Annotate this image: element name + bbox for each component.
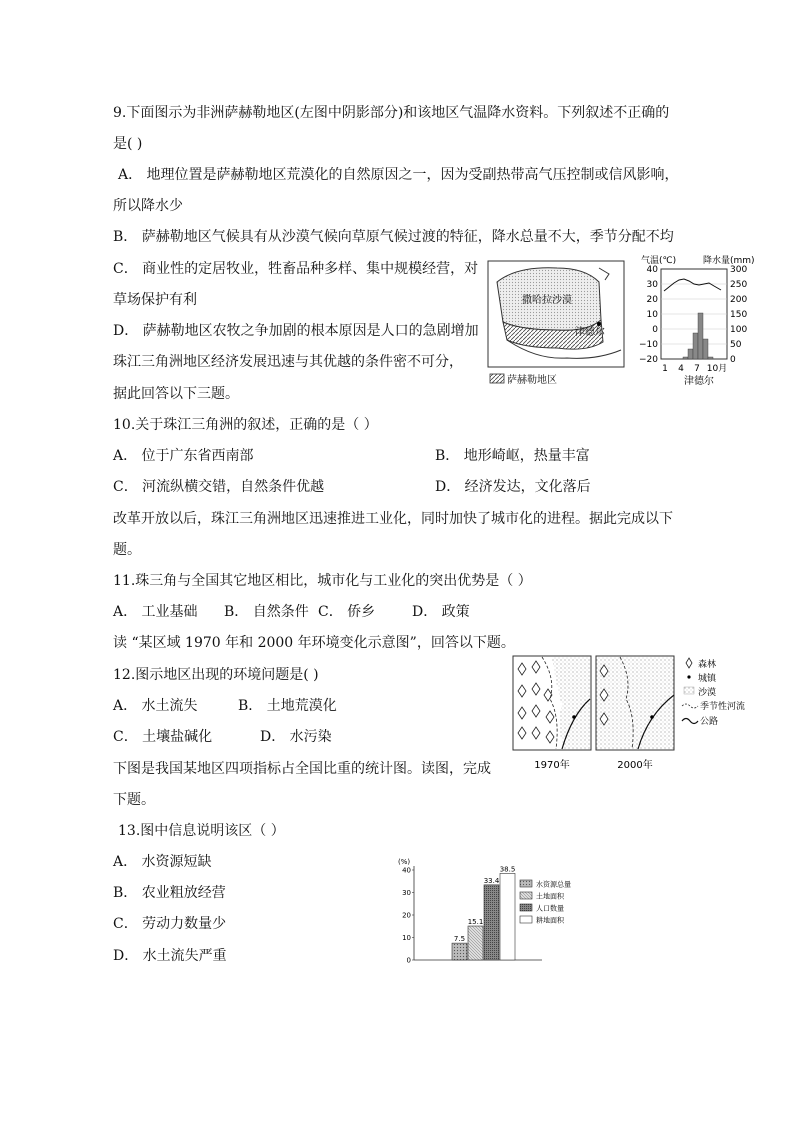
temp-tick-20: 20 <box>646 295 658 305</box>
q11-stem: 11.珠三角与全国其它地区相比，城市化与工业化的突出优势是（ ） <box>113 573 532 589</box>
y-tick-label: 40 <box>402 866 411 875</box>
intro-q13-line1: 下图是我国某地区四项指标占全国比重的统计图。读图，完成 <box>113 761 491 777</box>
y-tick-label: 20 <box>402 911 411 920</box>
y-tick-label: 30 <box>402 889 411 897</box>
y-axis-label: (%) <box>398 858 411 866</box>
precip-tick-0: 0 <box>730 355 736 365</box>
map-1970 <box>513 656 591 750</box>
precip-tick-250: 250 <box>730 280 748 290</box>
legend-swatch <box>520 892 532 899</box>
month-tick-1: 1 <box>662 364 668 374</box>
q11-option-b: B． 自然条件 <box>224 604 309 620</box>
temp-tick-30: 30 <box>646 280 658 290</box>
desert-icon <box>684 687 694 694</box>
intro-q10-line2: 据此回答以下三题。 <box>113 386 239 402</box>
legend-seasonal-river: 季节性河流 <box>700 702 746 712</box>
q11-option-c: C． 侨乡 <box>318 604 376 620</box>
q9-option-a-line1: A． 地理位置是萨赫勒地区荒漠化的自然原因之一，因为受副热带高气压控制或信风影响， <box>118 167 679 183</box>
legend-label: 人口数量 <box>536 904 564 913</box>
q9-option-a-line2: 所以降水少 <box>113 198 183 214</box>
q13-option-b: B． 农业粗放经营 <box>113 885 226 901</box>
temp-tick-10: 10 <box>646 310 658 320</box>
bar <box>452 943 467 960</box>
precip-tick-300: 300 <box>730 265 748 275</box>
q10-option-b: B． 地形崎岖，热量丰富 <box>435 448 590 464</box>
q11-option-a: A． 工业基础 <box>113 604 198 620</box>
y-tick-label: 0 <box>406 956 411 965</box>
y-tick-label: 10 <box>402 934 411 942</box>
q12-option-d: D． 水污染 <box>260 729 332 745</box>
town-icon <box>687 675 690 678</box>
q10-option-c: C． 河流纵横交错，自然条件优越 <box>113 479 325 495</box>
bar-value-label: 15.1 <box>467 918 484 927</box>
legend-road: 公路 <box>700 717 719 727</box>
bar <box>500 873 515 960</box>
q13-stem: 13.图中信息说明该区（ ） <box>118 823 285 839</box>
precip-axis-title: 降水量(mm) <box>703 256 755 266</box>
proportion-bar-chart <box>396 856 586 966</box>
intro-q10-line1: 珠江三角洲地区经济发展迅速与其优越的条件密不可分， <box>113 354 463 370</box>
year-1970-label: 1970年 <box>534 760 570 771</box>
temp-tick-40: 40 <box>646 265 658 275</box>
q12-option-a: A． 水土流失 <box>113 698 198 714</box>
q9-option-c-line2: 草场保护有利 <box>113 292 197 308</box>
climate-chart <box>637 253 771 388</box>
month-tick-4: 4 <box>678 364 684 374</box>
seasonal-river-icon <box>682 704 698 708</box>
legend-forest: 森林 <box>698 660 717 670</box>
q9-option-c-line1: C． 商业性的定居牧业，牲畜品种多样、集中规模经营，对 <box>113 261 479 277</box>
precip-tick-200: 200 <box>730 295 748 305</box>
year-2000-label: 2000年 <box>617 760 653 771</box>
environment-map-legend <box>682 658 745 727</box>
bar-value-label: 38.5 <box>499 865 516 874</box>
q9-stem-line2: 是( ) <box>113 136 143 152</box>
legend-label: 土地面积 <box>536 892 564 901</box>
legend-label: 耕地面积 <box>536 916 564 925</box>
legend-desert: 沙漠 <box>698 688 717 698</box>
temp-tick-0: 0 <box>652 325 658 335</box>
intro-q12: 读 “某区域 1970 年和 2000 年环境变化示意图”，回答以下题。 <box>113 635 515 651</box>
bar <box>484 885 499 960</box>
legend-swatch <box>520 880 532 887</box>
station-label: 津德尔 <box>684 376 714 387</box>
temp-axis-title: 气温(℃) <box>641 256 677 266</box>
q9-option-b: B． 萨赫勒地区气候具有从沙漠气候向草原气候过渡的特征，降水总量不大，季节分配不均 <box>113 229 674 245</box>
desert-label: 撒哈拉沙漠 <box>522 295 572 306</box>
legend-swatch <box>520 904 532 911</box>
map-2000 <box>596 656 674 750</box>
chart-legend <box>520 880 571 925</box>
road-icon <box>682 719 698 724</box>
month-tick-7: 7 <box>694 364 700 374</box>
intro-q13-line2: 下题。 <box>113 792 155 808</box>
q10-option-d: D． 经济发达，文化落后 <box>435 479 591 495</box>
legend-swatch <box>490 374 504 383</box>
q11-option-d: D． 政策 <box>412 604 470 620</box>
q13-option-a: A． 水资源短缺 <box>113 854 212 870</box>
bar <box>468 926 483 960</box>
q9-option-d: D． 萨赫勒地区农牧之争加剧的根本原因是人口的急剧增加 <box>113 323 479 339</box>
legend-swatch <box>520 916 532 923</box>
q12-option-c: C． 土壤盐碱化 <box>113 729 213 745</box>
q13-option-c: C． 劳动力数量少 <box>113 916 227 932</box>
intro-q11-line1: 改革开放以后，珠江三角洲地区迅速推进工业化，同时加快了城市化的进程。据此完成以下 <box>113 511 673 527</box>
precip-tick-150: 150 <box>730 310 748 320</box>
bars <box>452 865 515 960</box>
q12-stem: 12.图示地区出现的环境问题是( ) <box>113 667 319 683</box>
bar-value-label: 7.5 <box>453 935 466 944</box>
legend-label: 萨赫勒地区 <box>507 375 557 386</box>
q13-option-d: D． 水土流失严重 <box>113 948 227 964</box>
precip-tick-50: 50 <box>730 340 742 350</box>
q9-stem-line1: 9.下面图示为非洲萨赫勒地区(左图中阴影部分)和该地区气温降水资料。下列叙述不正确的 <box>113 105 670 121</box>
q10-stem: 10.关于珠江三角洲的叙述，正确的是（ ） <box>113 417 378 433</box>
sahel-map <box>487 260 625 388</box>
city-label: 津德尔 <box>575 327 605 338</box>
q10-option-a: A． 位于广东省西南部 <box>113 448 254 464</box>
legend-town: 城镇 <box>698 674 717 684</box>
environment-change-maps <box>512 655 772 773</box>
temp-tick-minus20: −20 <box>639 355 658 365</box>
legend-label: 水资源总量 <box>536 880 571 889</box>
bar-value-label: 33.4 <box>483 876 500 885</box>
forest-icon <box>686 658 692 668</box>
q12-option-b: B． 土地荒漠化 <box>238 698 337 714</box>
temp-tick-minus10: −10 <box>639 340 658 350</box>
precip-tick-100: 100 <box>730 325 748 335</box>
intro-q11-line2: 题。 <box>113 542 141 558</box>
month-tick-10: 10月 <box>706 364 728 374</box>
